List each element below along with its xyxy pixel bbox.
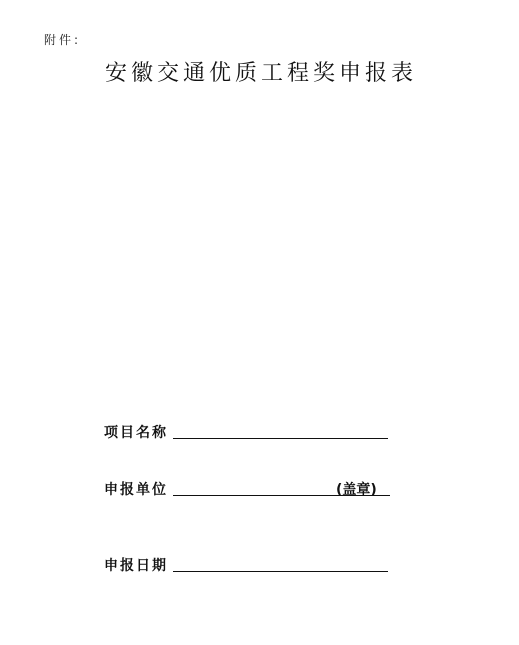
project-name-label: 项目名称 <box>104 425 168 441</box>
project-name-field <box>104 422 404 444</box>
page-title: 安徽交通优质工程奖申报表 <box>105 61 418 86</box>
date-label: 申报日期 <box>104 558 168 574</box>
date-input-line[interactable] <box>173 571 388 572</box>
applicant-label: 申报单位 <box>104 482 168 498</box>
seal-note: (盖章) <box>336 482 377 498</box>
attachment-label: 附件: <box>44 33 82 47</box>
applicant-field <box>104 479 404 501</box>
date-field <box>104 555 404 577</box>
project-name-input-line[interactable] <box>173 438 388 439</box>
